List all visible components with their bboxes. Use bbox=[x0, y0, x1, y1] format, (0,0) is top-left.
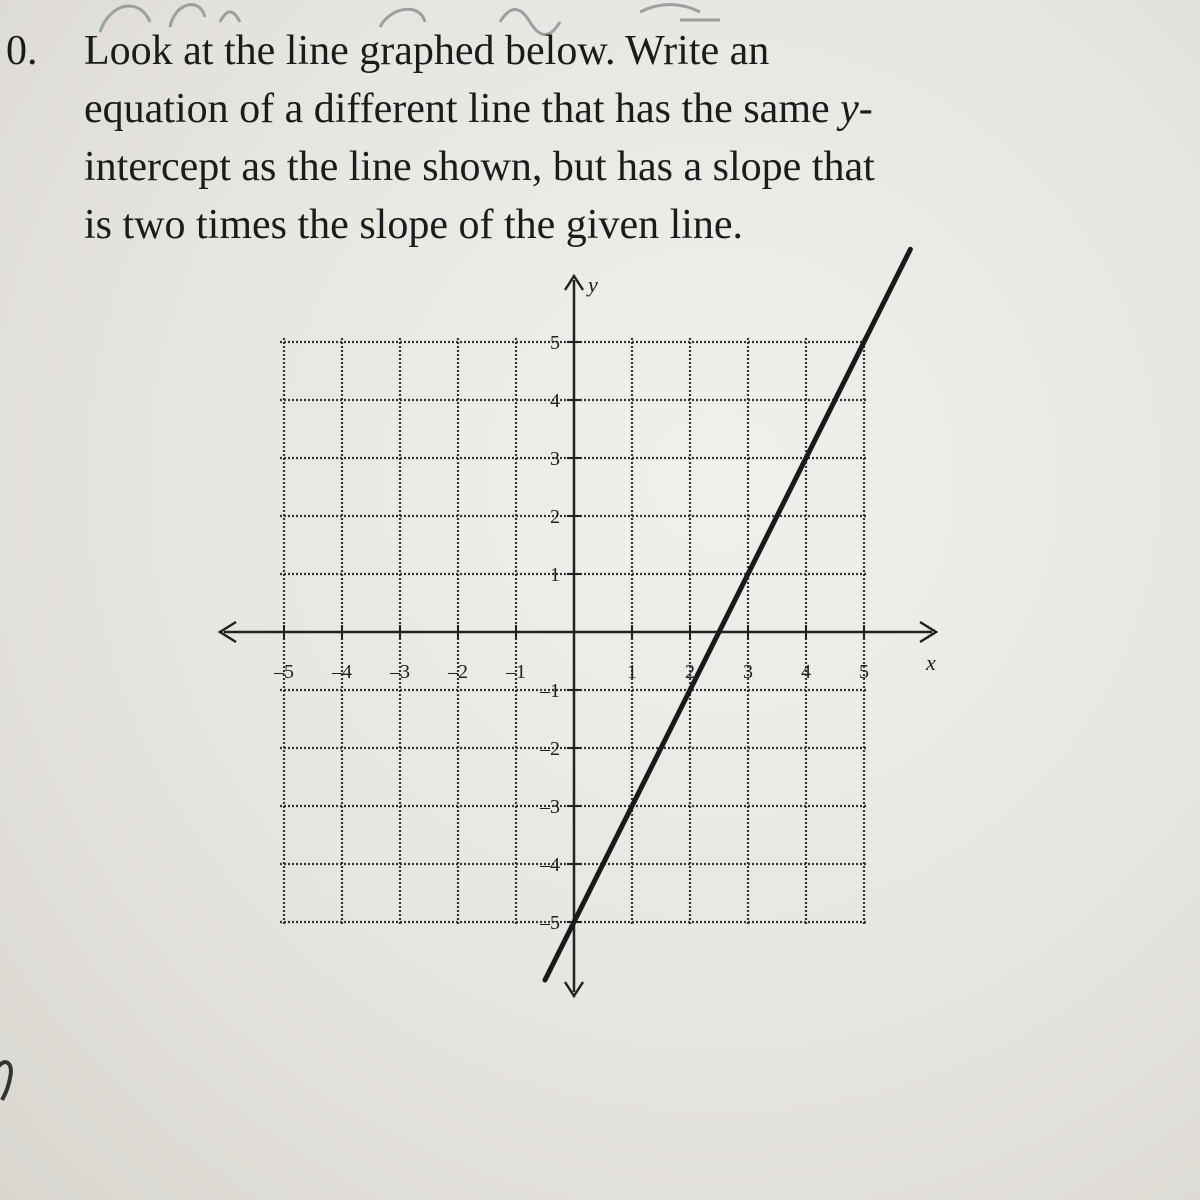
y-tick-label: –4 bbox=[540, 854, 560, 876]
question-line-2-text: equation of a different line that has the same bbox=[84, 86, 841, 132]
y-tick-label: –2 bbox=[540, 738, 560, 760]
x-tick-label: –1 bbox=[506, 661, 526, 683]
hyphen: - bbox=[858, 86, 873, 132]
question-number: 0. bbox=[6, 28, 38, 74]
y-tick-label: 2 bbox=[550, 506, 560, 528]
y-tick-label: 4 bbox=[550, 390, 560, 412]
question-line-3: intercept as the line shown, but has a slope that bbox=[84, 144, 875, 190]
x-tick-label: –3 bbox=[390, 661, 410, 683]
y-tick-label: –5 bbox=[540, 912, 560, 934]
x-tick-label: 4 bbox=[801, 661, 811, 683]
y-tick-label: 3 bbox=[550, 448, 560, 470]
x-tick-label: 1 bbox=[627, 661, 637, 683]
x-tick-label: –2 bbox=[448, 661, 468, 683]
x-tick-label: 5 bbox=[859, 661, 869, 683]
y-axis-label: y bbox=[588, 272, 598, 297]
axes bbox=[220, 272, 936, 996]
series bbox=[545, 249, 910, 980]
y-tick-label: –1 bbox=[540, 680, 560, 702]
x-tick-label: 2 bbox=[685, 661, 695, 683]
x-tick-label: –5 bbox=[274, 661, 294, 683]
y-tick-label: –3 bbox=[540, 796, 560, 818]
x-axis-label: x bbox=[926, 650, 936, 675]
y-tick-label: 5 bbox=[550, 332, 560, 354]
y-variable: y bbox=[840, 86, 859, 132]
x-tick-label: 3 bbox=[743, 661, 753, 683]
y-tick-label: 1 bbox=[550, 564, 560, 586]
margin-pen-mark bbox=[0, 1050, 32, 1110]
x-tick-label: –4 bbox=[332, 661, 352, 683]
question-line-4: is two times the slope of the given line. bbox=[84, 202, 744, 248]
graphed-line bbox=[545, 249, 910, 980]
question-line-1: Look at the line graphed below. Write an bbox=[84, 28, 770, 74]
